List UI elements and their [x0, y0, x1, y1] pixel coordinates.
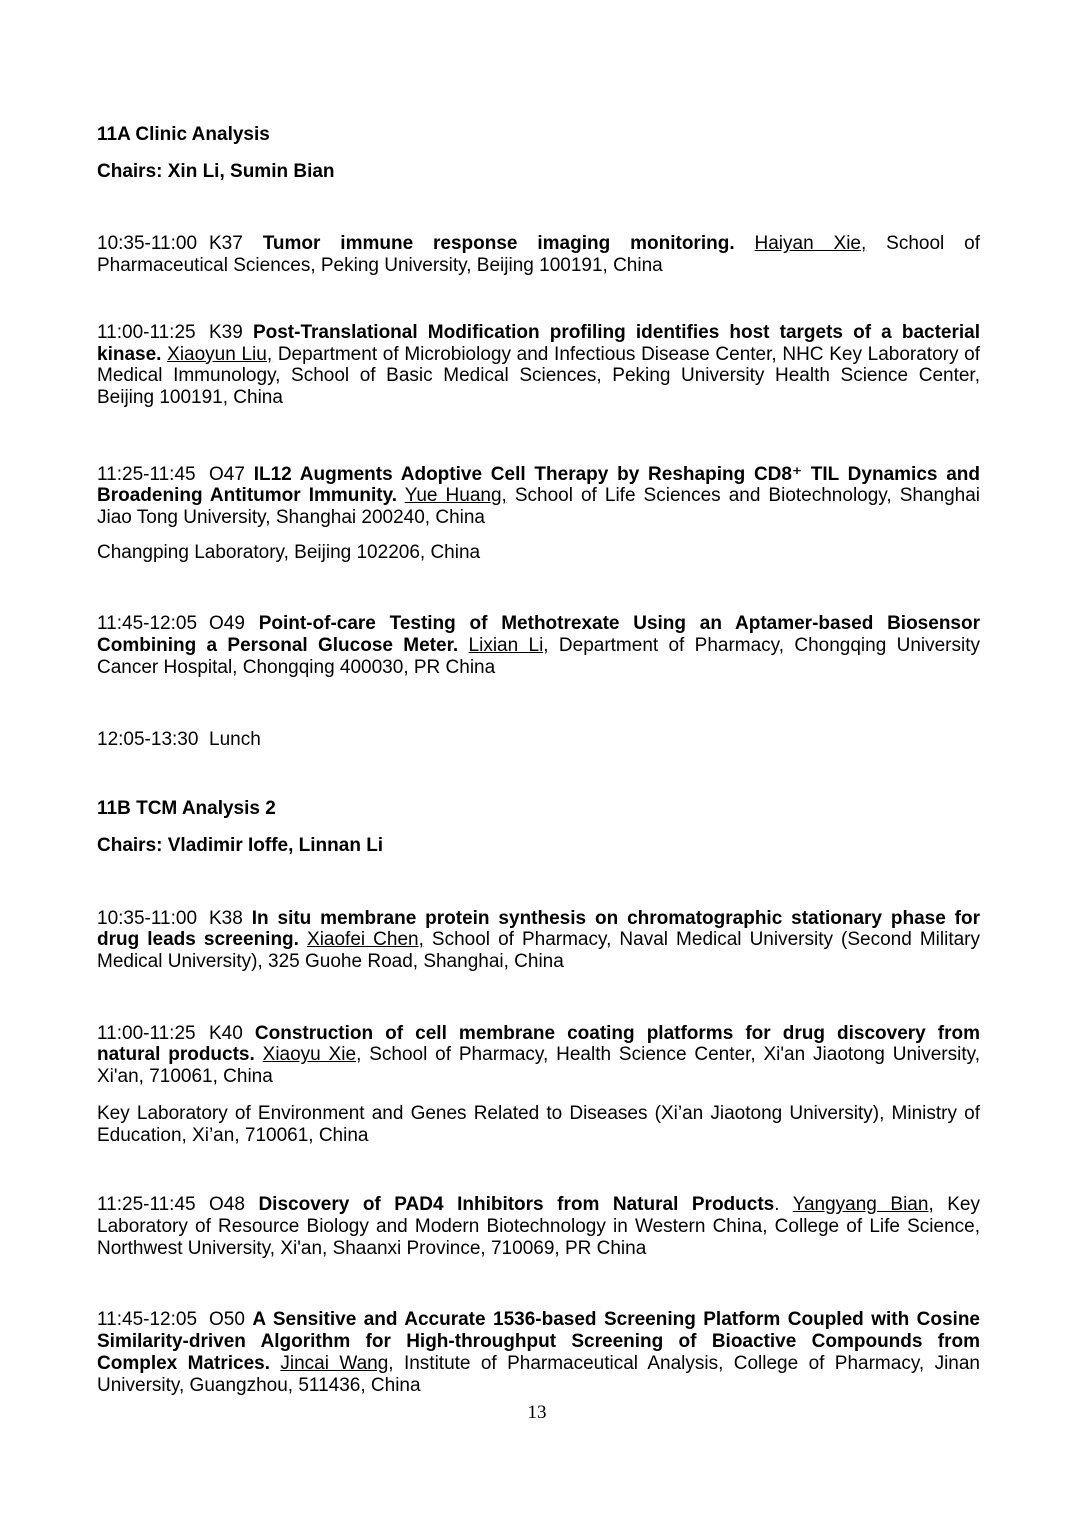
talk-o47-speaker: Yue Huang, — [404, 485, 507, 507]
lunch-time: 12:05-13:30 — [97, 728, 199, 750]
session-11a-title: 11A Clinic Analysis — [97, 124, 270, 145]
talk-item-k39 — [97, 322, 980, 409]
talk-k40-separator — [255, 1044, 263, 1065]
talk-item-o50 — [97, 1309, 980, 1396]
talk-k37-affiliation: School of Pharmaceutical Sciences, Peking University, Beijing 100191, China — [97, 233, 980, 277]
session-11a-chairs: Chairs: Xin Li, Sumin Bian — [97, 160, 335, 182]
talk-k38-separator — [299, 929, 307, 950]
talk-k37-separator — [735, 233, 755, 254]
talk-o48-speaker: Yangyang Bian — [792, 1194, 929, 1216]
talk-k39-affiliation: Department of Microbiology and Infectious Disease Center, NHC Key Laboratory of Medical Immunology, School of Basic Medical Sciences, Peking University Health Science Center, Beijing 100191, China — [97, 343, 981, 408]
talk-o50-code: O50 — [209, 1309, 245, 1331]
page-number: 13 — [527, 1402, 547, 1423]
talk-k37-code: K37 — [209, 233, 243, 255]
talk-o47-title: IL12 Augments Adoptive Cell Therapy by Reshaping CD8⁺ TIL Dynamics and Broadening Antitumor Immunity. — [97, 463, 981, 507]
talk-k39-speaker: Xiaoyun Liu, — [167, 343, 273, 365]
talk-o50-speaker: Jincai Wang — [280, 1352, 389, 1374]
talk-k38-time: 10:35-11:00 — [97, 907, 198, 929]
talk-o50-affiliation: , Institute of Pharmaceutical Analysis, College of Pharmacy, Jinan University, Guangzhou, 511436, China — [97, 1352, 980, 1396]
talk-o49-speaker: Lixian Li, — [468, 635, 549, 657]
talk-item-o47 — [97, 464, 980, 529]
talk-item-o48 — [97, 1194, 980, 1259]
talk-o48-separator: . — [774, 1194, 793, 1216]
lunch-break — [97, 729, 980, 751]
talk-o49-time: 11:45-12:05 — [97, 613, 198, 635]
talk-o47-code: O47 — [209, 463, 245, 485]
talk-o48-time: 11:25-11:45 — [97, 1194, 196, 1216]
talk-o50-title: A Sensitive and Accurate 1536-based Screening Platform Coupled with Cosine Similarity-driven Algorithm for High-throughput Screening of Bioactive Compounds from Complex Matrices. — [97, 1309, 980, 1374]
talk-o47-time: 11:25-11:45 — [97, 463, 196, 485]
talk-k39-code: K39 — [209, 321, 243, 343]
talk-k38-code: K38 — [209, 907, 243, 929]
talk-item-k37 — [97, 233, 980, 276]
talk-o50-time: 11:45-12:05 — [97, 1309, 198, 1331]
talk-o49-separator — [458, 635, 468, 656]
talk-o48-title: Discovery of PAD4 Inhibitors from Natural Products — [258, 1194, 775, 1216]
talk-o48-affiliation: , Key Laboratory of Resource Biology and Modern Biotechnology in Western China, College of Life Science, Northwest University, Xi'an, Shaanxi Province, 710069, PR China — [97, 1194, 980, 1259]
talk-k38-speaker: Xiaofei Chen, — [307, 929, 424, 951]
talk-k38-affiliation: School of Pharmacy, Naval Medical University (Second Military Medical University), 325 Guohe Road, Shanghai, China — [97, 929, 981, 973]
talk-o48-code: O48 — [209, 1194, 245, 1216]
talk-k40-title: Construction of cell membrane coating platforms for drug discovery from natural products. — [97, 1022, 981, 1066]
talk-o47-extra-affiliation: Changping Laboratory, Beijing 102206, China — [97, 541, 481, 563]
talk-k37-title: Tumor immune response imaging monitoring. — [262, 233, 735, 255]
talk-o47-affiliation: School of Life Sciences and Biotechnology, Shanghai Jiao Tong University, Shanghai 200240, China — [97, 485, 980, 529]
talk-k40-extra-affiliation: Key Laboratory of Environment and Genes Related to Diseases (Xi’an Jiaotong University), Ministry of Education, Xi’an, 710061, China — [97, 1102, 980, 1146]
talk-item-o49 — [97, 613, 980, 678]
talk-k38-title: In situ membrane protein synthesis on chromatographic stationary phase for drug leads screening. — [97, 907, 980, 951]
talk-item-k38 — [97, 908, 980, 973]
talk-k37-time: 10:35-11:00 — [97, 233, 198, 255]
talk-k37-speaker: Haiyan Xie, — [754, 233, 867, 255]
talk-o50-separator — [270, 1353, 280, 1374]
talk-item-k40 — [97, 1023, 980, 1088]
session-11b-title: 11B TCM Analysis 2 — [97, 798, 276, 820]
talk-o47-separator — [397, 485, 405, 506]
talk-k40-code: K40 — [209, 1022, 243, 1044]
talk-k40-affiliation: , School of Pharmacy, Health Science Center, Xi'an Jiaotong University, Xi'an, 710061, China — [97, 1044, 981, 1088]
talk-k40-time: 11:00-11:25 — [97, 1022, 196, 1044]
talk-o49-title: Point-of-care Testing of Methotrexate Using an Aptamer-based Biosensor Combining a Personal Glucose Meter. — [97, 613, 980, 657]
talk-k39-time: 11:00-11:25 — [97, 321, 196, 343]
talk-k39-title: Post-Translational Modification profiling identifies host targets of a bacterial kinase. — [97, 321, 980, 365]
talk-o49-code: O49 — [209, 613, 245, 635]
talk-k40-speaker: Xiaoyu Xie — [262, 1044, 357, 1066]
talk-o49-affiliation: Department of Pharmacy, Chongqing University Cancer Hospital, Chongqing 400030, PR China — [97, 635, 981, 678]
session-11b-chairs: Chairs: Vladimir Ioffe, Linnan Li — [97, 834, 384, 856]
lunch-label: Lunch — [209, 728, 261, 750]
